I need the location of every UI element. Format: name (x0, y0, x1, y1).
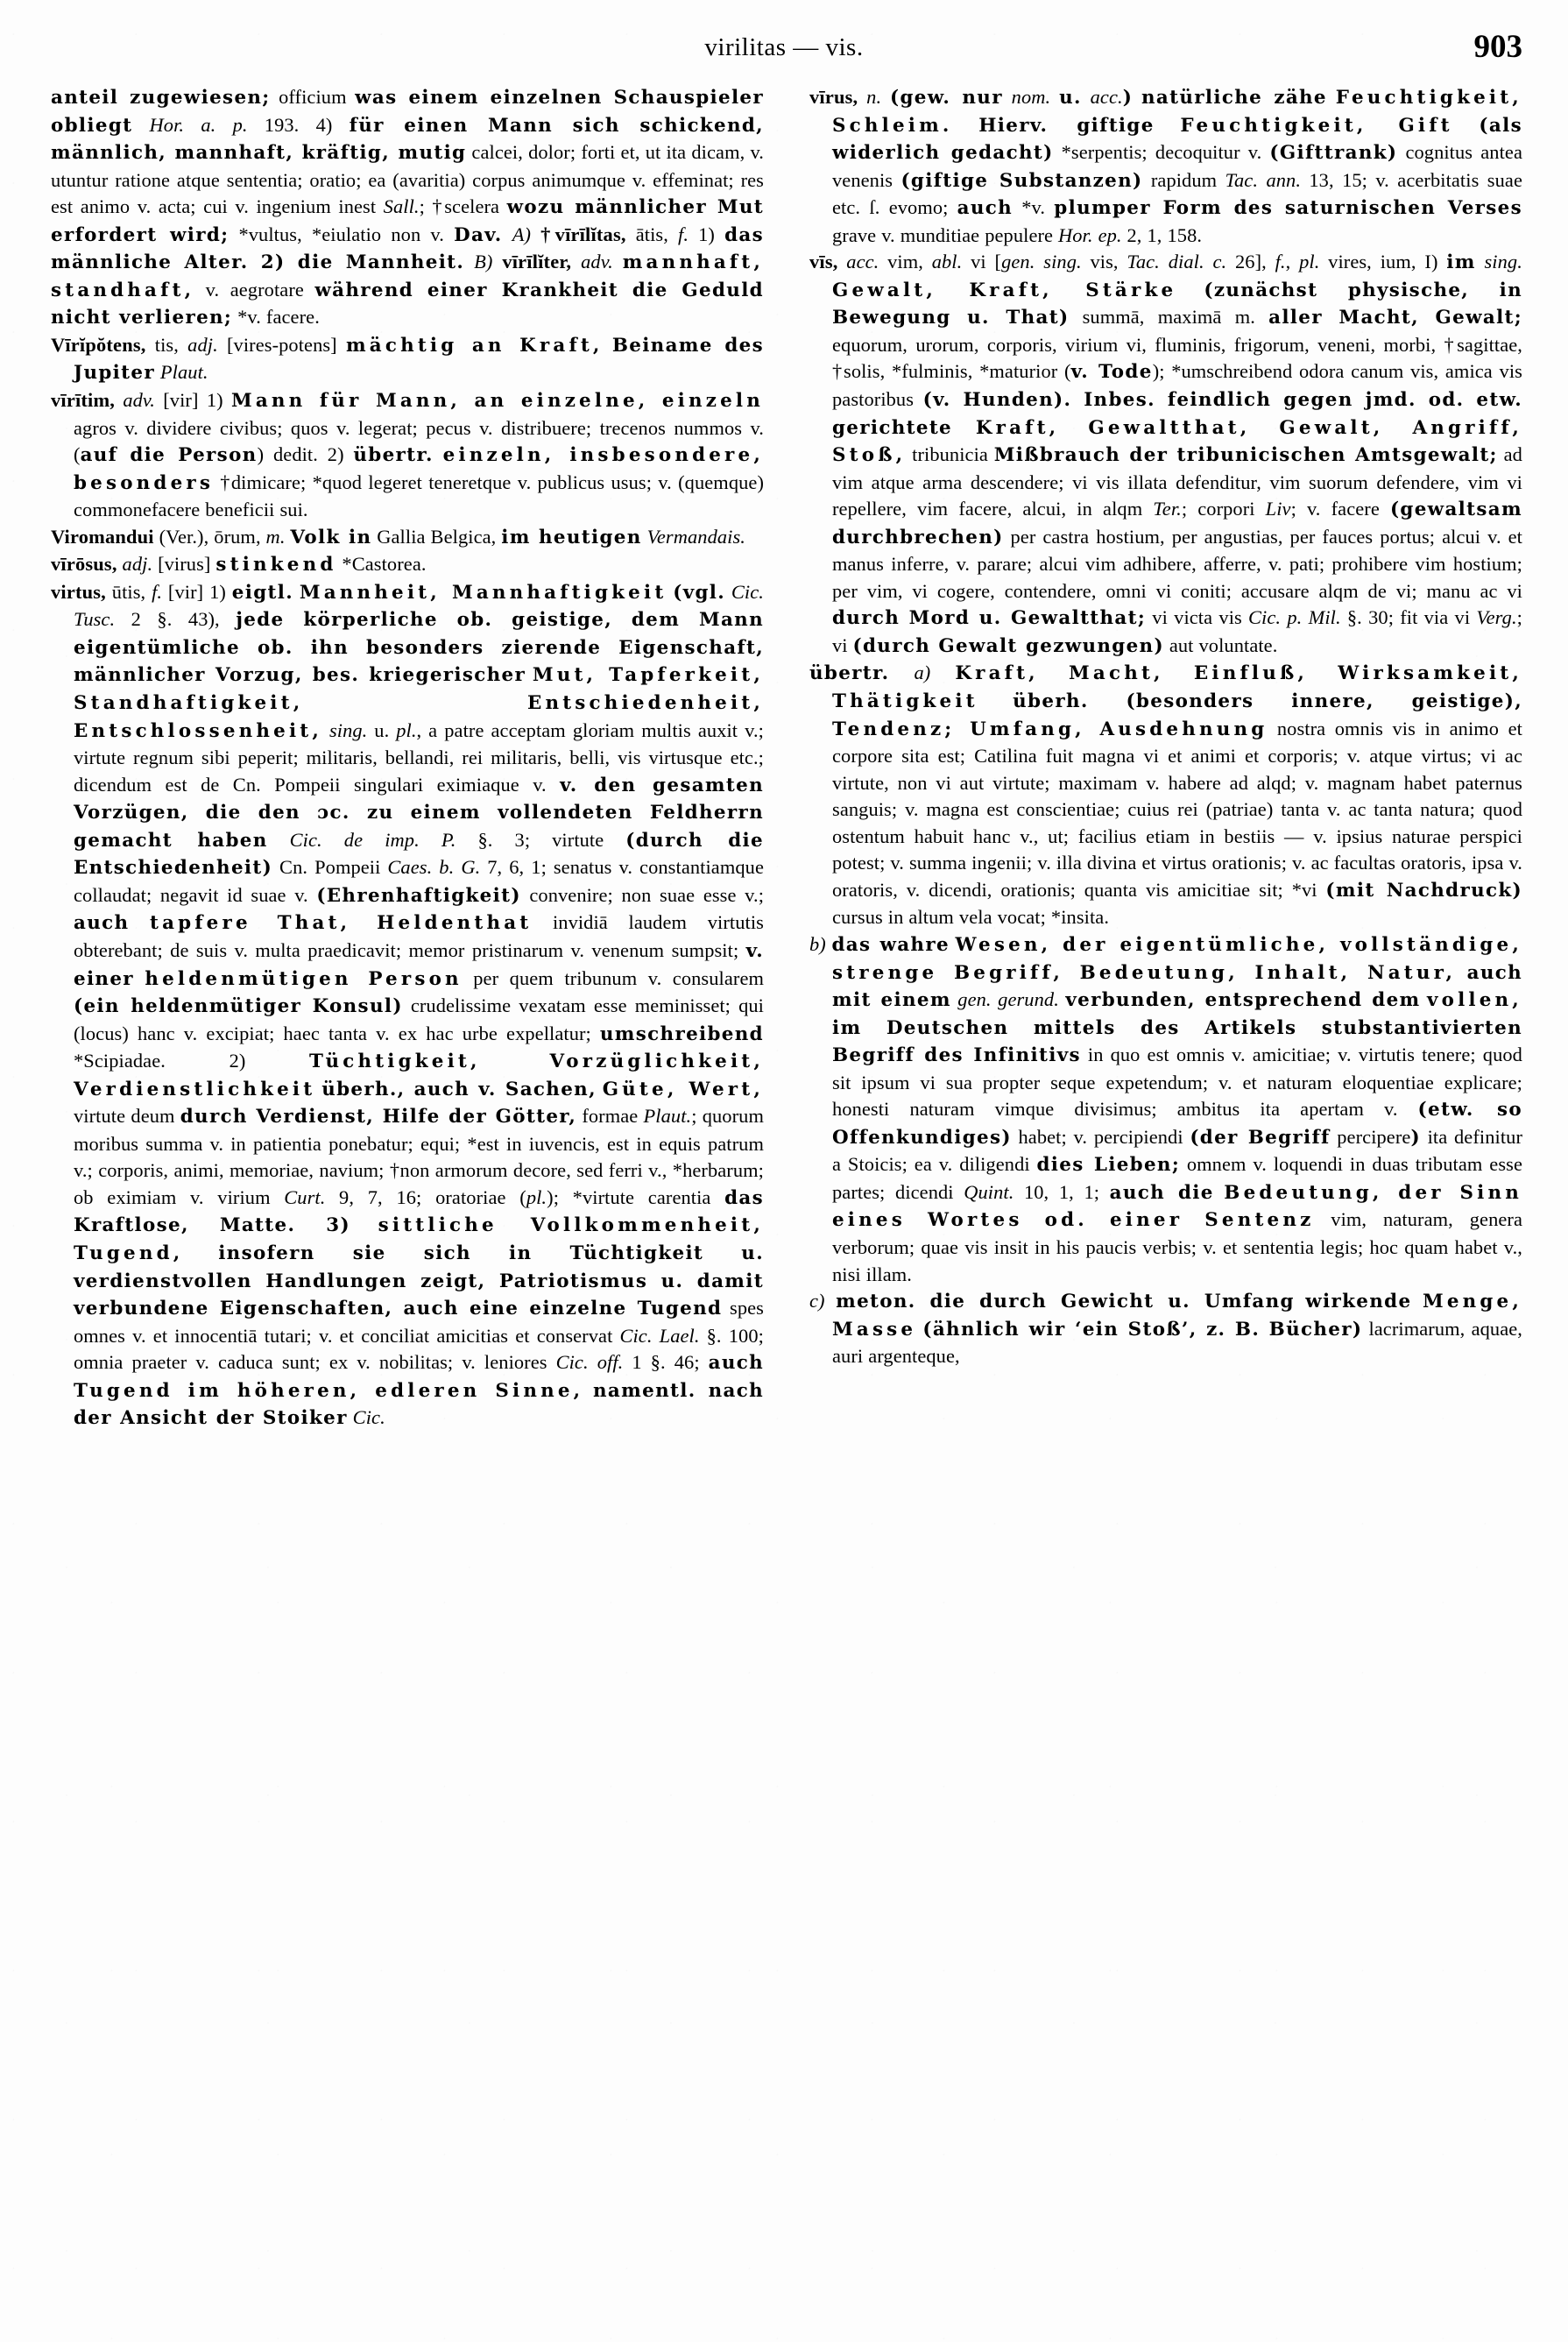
sense-letter: A) (512, 223, 532, 245)
german-gloss: (der Begriff (1190, 1126, 1331, 1149)
german-gloss: auch (708, 1352, 765, 1375)
latin-text: crudelissime vexatam esse meminisset; qui (locus) hanc v. excipiat; haec tanta v. ex hac urbe expellatur; (74, 994, 765, 1044)
german-gloss-spaced: sittliche Vollkommenheit, Tugend, (74, 1214, 764, 1264)
german-gloss: überh., auch v. Sachen, (321, 1078, 597, 1100)
headword: vīrītim, (51, 389, 116, 412)
latin-text: vi victa vis (1152, 606, 1242, 629)
german-gloss: umschreibend (599, 1022, 764, 1045)
variant: (Ver.), ōrum, (159, 525, 261, 548)
citation-ref: Curt. (284, 1185, 326, 1208)
citation-ref: Tac. dial. c. (1127, 251, 1227, 273)
german-gloss-spaced: Tugend im höheren, edleren Sinne, (74, 1379, 584, 1402)
part-of-speech: adv. (581, 251, 613, 273)
gender: f. (678, 223, 689, 245)
german-gloss: auch mit einem (832, 961, 1523, 1012)
entry-vis (809, 249, 1522, 660)
sense-letter: b) (809, 932, 826, 955)
german-gloss: (vgl. (673, 581, 726, 604)
german-gloss: auch die (1109, 1181, 1214, 1204)
latin-text: spes omnes v. et innocentiā tutari; v. et conciliat amicitias et conservat (74, 1297, 764, 1347)
german-gloss-spaced: Tüchtigkeit, Vorzüglichkeit, Verdienstlichkeit (74, 1051, 765, 1100)
german-gloss-spaced: Feuchtigkeit, Gift (1180, 114, 1453, 137)
headword: virtus, (51, 580, 106, 603)
german-gloss-spaced: Kraft, Macht, Einfluß, Wirksamkeit, Thätigkeit (832, 662, 1522, 713)
latin-text: ) dedit. 2) (257, 443, 344, 466)
punct: , (416, 718, 422, 741)
etymology: [vires-potens] (226, 333, 337, 356)
latin-text: senatus v. constantiamque collaudat; negavit id suae v. (74, 856, 764, 906)
citation-ref: Caes. b. G. (387, 856, 481, 879)
latin-text: omnia praeter v. caduca sunt; ex v. nobilitas; v. leniores (74, 1351, 547, 1374)
page-number: 903 (1473, 29, 1522, 65)
german-gloss: (durch die Entschiedenheit) (74, 829, 764, 880)
citation-ref: Verg. (1476, 606, 1517, 629)
citation-ref: Quint. (964, 1180, 1014, 1203)
german-gloss: jede körperliche ob. geistige, dem Mann eigentümliche ob. ihn besonders zierende Eigenschaft, männlicher Vorzug, bes. kriegerischer (74, 609, 764, 687)
sense-letter: B) (474, 251, 493, 273)
citation-ref: Cic. p. Mil. (1248, 606, 1341, 629)
grammar-note: ) (1122, 87, 1134, 109)
german-gloss: dies Lieben; (1036, 1154, 1181, 1177)
latin-text: vis, (1090, 251, 1119, 273)
german-gloss-spaced: Mut, Tapferkeit, Standhaftigkeit, Entschiedenheit, Entschlossenheit, (74, 664, 764, 742)
citation-ref: Cic. off. (555, 1351, 624, 1374)
part-of-speech: adv. (123, 389, 156, 412)
grammar-note: nom. (1011, 86, 1051, 108)
german-gloss-spaced: Mann für Mann, an einzelne, einzeln (230, 390, 764, 413)
text-columns (51, 84, 1522, 2301)
gender: f. (1275, 251, 1286, 273)
citation-ref: Plaut. (643, 1105, 692, 1128)
entry-virtus (51, 579, 764, 1433)
german-gloss-spaced: Wesen, der eigentümliche, vollständige, strenge Begriff, Bedeutung, Inhalt, Natur, (832, 933, 1522, 984)
latin-text: ); (547, 1185, 560, 1208)
latin-text: ad vim atque arma descendere; vi vis illata defenditur, vim suorum defendere, vim vi repellere, vim facere, alcui, in alqm (832, 443, 1522, 520)
punct: ; (1181, 498, 1188, 520)
german-gloss-spaced: einzeln, insbesondere, besonders (74, 444, 764, 494)
etymology: [vir] 1) (163, 389, 223, 412)
german-gloss: im (1446, 251, 1476, 274)
sense-letter: c) (809, 1290, 825, 1313)
place-name: Vermandais. (646, 525, 745, 548)
german-gloss: für einen Mann sich schickend, männlich, mannhaft, kräftig, mutig (51, 114, 764, 165)
latin-text: u. (374, 718, 390, 741)
entry-viripotens (51, 332, 764, 387)
grammar-note: acc. (846, 251, 879, 273)
latin-text: omnem v. loquendi in duas tributam esse partes; dicendi (832, 1153, 1522, 1203)
latin-text: ); (1152, 360, 1165, 383)
german-gloss-spaced: Kraft, Gewaltthat, Gewalt, Angriff, Stoß, (832, 416, 1522, 467)
sense-marker: übertr. (809, 662, 890, 685)
citation-ref: Ter. (1153, 498, 1182, 520)
latin-text: *v. (1021, 196, 1046, 219)
latin-text: *Scipiadae. 2) (74, 1050, 246, 1072)
punct: ; (419, 195, 425, 218)
citation-num: 193. 4) (264, 113, 333, 136)
right-column (809, 84, 1522, 2301)
latin-text: †dimicare; *quod legeret teneretque v. publicus usus; v. (quemque) commonefacere beneficii sui. (74, 471, 765, 521)
latin-text: vi (832, 633, 848, 656)
german-gloss: was einem einzelnen Schauspieler obliegt (51, 87, 765, 137)
latin-text: *umschreibend odora canum vis, amica vis pastoribus (832, 360, 1522, 411)
german-gloss: (ein heldenmütiger Konsul) (74, 995, 403, 1018)
latin-text: aut voluntate. (1169, 633, 1278, 656)
latin-text: nostra omnis vis in animo et corpore sita est; Catilina fuit magna vi et animi et corporis; v. atque virtus; vi ac virtute, non vi aut virtute; maximam v. habere ad alqd; v. magnam habet paternus sanguis; v. magna est conscientiae; cuius rei (patriae) tanta v. ac tanta natura; quod ostentum habuit hanc v., ut; facilius etiam in bestiis — v. ipsius naturae perspici potest; v. summa ingenii; v. illa divina et virtus orationis; v. ac facultas oratoris, ipsa v. oratoris, v. dicendi, orationis; quanta vis amicitiae sit; *vi (832, 717, 1523, 901)
latin-text: virtute deum (74, 1105, 175, 1128)
german-gloss: durch Verdienst, Hilfe der Götter, (180, 1106, 577, 1129)
latin-text: calcei, dolor; forti et, ut ita dicam, v. utuntur ratione atque sententia; oratio; ea (avaritia) corpus animumque v. effeminat; res est animo v. acta; cui v. ingenium inest (51, 141, 764, 218)
headword: Viromandui (51, 525, 154, 548)
citation-ref: Cic. Lael. (619, 1324, 700, 1347)
citation-num: 13, 15; (1309, 168, 1367, 191)
german-gloss: eigtl. (231, 581, 294, 604)
citation-num: 9, 7, 16; oratoriae ( (339, 1185, 526, 1208)
german-gloss-spaced: Feuchtigkeit, Schleim. (832, 87, 1522, 137)
citation-ref: Cic. (352, 1406, 385, 1429)
latin-text: invidiā laudem virtutis obterebant; de suis v. multa praedicavit; memor pristinarum v. venenum sumpsit; (74, 911, 764, 961)
latin-text: quorum moribus summa v. in patientia ponebatur; equi; *est in iuvencis, est in equis patrum v.; corporis, animi, memoriae, navium; †non armorum decore, sed ferri v., *herbarum; ob eximiam v. virium (74, 1105, 764, 1208)
german-gloss: im Deutschen mittels des Artikels stubstantivierten Begriff des Infinitivs (832, 1016, 1522, 1067)
german-gloss-spaced: Tendenz; Umfang, Ausdehnung (832, 718, 1268, 740)
latin-text: *v. facere. (237, 306, 320, 329)
german-gloss: ) (1410, 1126, 1421, 1149)
german-gloss: das Kraftlose, Matte. 3) (74, 1186, 765, 1237)
german-gloss: (zunächst physische, in Bewegung u. That) (832, 279, 1523, 329)
latin-text: v. acerbitatis suae etc. ſ. evomo; (832, 168, 1522, 219)
german-gloss: Volk in (290, 526, 372, 548)
german-gloss: plumper Form des saturnischen Verses (1054, 197, 1523, 220)
grammar-note: acc. (1090, 86, 1123, 108)
gender: n. (866, 86, 882, 108)
latin-text: fit via vi (1400, 606, 1471, 629)
entry-vis-c (809, 1288, 1522, 1370)
german-gloss: (Gifttrank) (1269, 142, 1398, 165)
source-abbrev: Dav. (454, 223, 503, 246)
grammar-note: pl. (1299, 251, 1320, 273)
gender: m. (265, 525, 286, 548)
german-gloss: während einer Krankheit die Geduld nicht verlieren; (51, 279, 764, 329)
german-gloss: Beiname des Jupiter (74, 334, 764, 385)
running-head-title: virilitas — vis. (704, 33, 864, 61)
entry-viritim (51, 387, 764, 524)
latin-text: lacrimarum, aquae, auri argenteque, (832, 1317, 1522, 1368)
german-gloss: (giftige Substanzen) (901, 169, 1143, 192)
german-gloss: meton. die durch Gewicht u. Umfang (836, 1291, 1295, 1313)
latin-text: rapidum (1150, 168, 1218, 191)
grammar-note: sing. (328, 718, 368, 741)
latin-text: officium (279, 86, 347, 108)
latin-text: *virtute carentia (572, 1185, 711, 1208)
sub-headword: vīrīlĭter, (502, 251, 572, 273)
latin-text: a patre acceptam gloriam multis auxit v.; virtute regnum sibi peperit; militaris, bellandi, rei militaris, belli, vis virtusque etc.; dicendum est de Cn. Pompeii singulari eximiaque v. (74, 718, 764, 796)
german-gloss: auf die Person (80, 444, 258, 467)
german-gloss: (mit Nachdruck) (1325, 879, 1522, 902)
german-gloss: anteil zugewiesen; (51, 87, 271, 109)
citation-ref: Tac. ann. (1225, 168, 1302, 191)
citation-ref: Cic. de imp. P. (289, 828, 456, 851)
german-gloss: (v. Hunden). Inbes. feindlich gegen jmd. od. etw. gerichtete (832, 389, 1523, 439)
latin-text: v. facere (1306, 498, 1380, 520)
headword: vīrōsus, (51, 553, 117, 576)
german-gloss: wozu männlicher Mut erfordert wird; (51, 196, 765, 246)
german-gloss: (Ehrenhaftigkeit) (316, 884, 521, 907)
german-gloss: im heutigen (501, 526, 642, 548)
latin-text: per quem tribunum v. consularem (473, 966, 765, 989)
citation-num: §. 3; (477, 828, 531, 851)
citation-ref: Hor. ep. (1057, 223, 1122, 246)
german-gloss: auch (74, 912, 130, 935)
german-gloss-spaced: mächtig an Kraft, (345, 334, 604, 357)
german-gloss-spaced: stinkend (215, 554, 337, 577)
german-gloss: Hierv. giftige (978, 114, 1155, 137)
sub-headword: †vīrīlĭtas, (540, 223, 626, 245)
latin-text: vim, naturam, genera verborum; quae vis insit in his paucis verbis; v. et sententia legis; hoc quam habet v., nisi illam. (832, 1208, 1523, 1285)
grammar-note: pl. (526, 1185, 547, 1208)
german-gloss-spaced: mannhaft, standhaft, (51, 251, 765, 301)
german-gloss-spaced: Güte, Wert, (602, 1078, 765, 1100)
grammar-note: (gew. nur (890, 87, 1003, 109)
part-of-speech: adj. (122, 553, 153, 576)
grammar-note: abl. (931, 251, 963, 273)
headword: vīrus, (809, 86, 858, 108)
german-gloss: v. einer (74, 939, 764, 990)
entry-virilis-continuation (51, 84, 764, 332)
german-gloss-spaced: vollen, (1427, 989, 1522, 1012)
headword: vīs, (809, 251, 838, 273)
headword: Vīrĭpŏtens, (51, 333, 146, 356)
german-gloss-spaced: heldenmütigen Person (145, 967, 463, 990)
german-gloss: durch Mord u. Gewaltthat; (832, 607, 1147, 630)
latin-text: formae (582, 1105, 639, 1128)
etymology: [virus] (158, 553, 211, 576)
citation-num: §. 100; (706, 1324, 764, 1347)
grammar-note: gen. gerund. (957, 988, 1059, 1011)
citation-num: 2 §. 43), (131, 608, 220, 631)
sense-letter: a) (914, 662, 931, 684)
latin-text: †scelera (432, 195, 500, 218)
latin-text: equorum, urorum, corporis, virium vi, fluminis, frigorum, veneni, morbi, †sagittae, †solis, *fulminis, *maturior ( (832, 333, 1522, 383)
latin-text: vires, ium, I) (1328, 251, 1438, 273)
latin-text: *Castorea. (342, 553, 427, 576)
grammar-note: u. (1059, 87, 1082, 109)
latin-text: cognitus antea venenis (832, 141, 1522, 191)
latin-text: convenire; non suae esse v.; (529, 883, 765, 906)
german-gloss: überh. (besonders innere, geistige), (1013, 690, 1522, 713)
punct: ; (691, 1105, 697, 1128)
entry-virosus (51, 551, 764, 579)
inflection: ātis, (635, 223, 668, 245)
latin-text: *serpentis; decoquitur v. (1061, 141, 1262, 164)
latin-text: agros v. dividere civibus; quos v. legerat; pecus v. distribuere; trecenos nummos v. ( (74, 416, 764, 466)
grammar-note: sing. (1484, 251, 1522, 273)
latin-text: *vultus, *eiulatio non v. (238, 223, 444, 245)
grammar-note: gen. sing. (1001, 251, 1082, 273)
latin-text: virtute (552, 828, 604, 851)
sense-num: 1) (698, 223, 715, 245)
latin-text: grave v. munditiae pepulere (832, 223, 1054, 246)
german-gloss-spaced: tapfere That, Heldenthat (149, 912, 533, 935)
german-gloss-spaced: Bedeutung, der Sinn eines Wortes od. einer Sentenz (832, 1181, 1522, 1232)
running-head (0, 29, 1568, 74)
part-of-speech: adj. (187, 333, 218, 356)
citation-ref: Plaut. (159, 361, 208, 384)
citation-num: 7, 6, 1; (487, 856, 547, 879)
latin-text: corpori (1197, 498, 1255, 520)
latin-text: per castra hostium, per angustias, per fauces portus; alcui v. et manus inferre, v. parare; alcui vim adhibere, afferre, v. pati; prohibere vim hostium; per vim, vi cogere, contendere, omni vi coniti; accusare alqm de vi; manu ac vi (832, 525, 1522, 602)
latin-text: v. aegrotare (205, 278, 304, 301)
citation-num: 10, 1, 1; (1023, 1180, 1100, 1203)
german-gloss: (gewaltsam durchbrechen) (832, 499, 1522, 548)
punct: , (1285, 251, 1291, 273)
latin-text: habet; v. percipiendi (1018, 1125, 1183, 1148)
german-gloss: übertr. (353, 444, 434, 467)
citation-ref: Cic. Tusc. (74, 580, 764, 631)
citation-num: §. 30; (1346, 606, 1395, 629)
german-gloss: (ähnlich wir ‘ein Stoß’, z. B. Bücher) (922, 1318, 1363, 1341)
german-gloss: verbunden, entsprechend dem (1065, 989, 1421, 1012)
latin-text: vim, (887, 251, 923, 273)
left-column (51, 84, 764, 2301)
punct: ; (1516, 606, 1522, 629)
german-gloss: Mißbrauch der tribunicischen Amtsgewalt; (993, 444, 1498, 467)
german-gloss: v. den gesamten Vorzügen, die den ɔc. zu einem vollendeten Feldherrn gemacht haben (74, 774, 765, 852)
citation-num: 2, 1, 158. (1127, 223, 1203, 246)
citation-ref: Liv (1265, 498, 1291, 520)
latin-text: ita definitur a Stoicis; ea v. diligendi (832, 1125, 1523, 1176)
german-gloss: (durch Gewalt gezwungen) (852, 634, 1164, 657)
citation-num: 26], (1234, 251, 1267, 273)
entry-vis-uebertr (809, 660, 1522, 930)
german-gloss: natürliche zähe (1141, 87, 1327, 109)
latin-text: cursus in altum vela vocat; *insita. (832, 906, 1110, 929)
german-gloss: namentl. nach der Ansicht der Stoiker (74, 1379, 764, 1430)
gender: f. (152, 580, 163, 603)
latin-text: vi [ (971, 251, 1002, 273)
german-gloss-spaced: Mannheit, Mannhaftigkeit (299, 581, 667, 604)
german-gloss: aller Macht, Gewalt; (1268, 307, 1523, 329)
punct: ; (1290, 498, 1296, 520)
latin-text: tribunicia (912, 443, 988, 466)
inflection: tis, (154, 333, 179, 356)
grammar-note: pl. (396, 718, 417, 741)
etymology: [vir] 1) (167, 580, 226, 603)
entry-vis-b (809, 931, 1522, 1288)
inflection: ūtis, (111, 580, 146, 603)
german-gloss: das männliche Alter. 2) die Mannheit. (51, 223, 764, 274)
citation-num: 1 §. 46; (632, 1351, 700, 1374)
german-gloss: (als widerlich gedacht) (832, 114, 1522, 165)
german-gloss-spaced: Gewalt, Kraft, Stärke (832, 279, 1177, 301)
latin-text: Cn. Pompeii (279, 856, 381, 879)
latin-text: in quo est omnis v. amicitiae; v. virtutis tenere; quod sit ipsum vi sua propter seque expetendum; v. et naturam eloquentiae explicare; honesti naturam vimque divisimus; ambitus ita apertam v. (832, 1044, 1522, 1121)
latin-text: percipere (1337, 1125, 1411, 1148)
entry-virus (809, 84, 1522, 249)
german-gloss: auch (957, 197, 1014, 220)
german-gloss: wirkende (1305, 1291, 1412, 1313)
german-gloss-spaced: Menge, Masse (832, 1291, 1522, 1341)
german-gloss: (etw. so Offenkundiges) (832, 1099, 1522, 1149)
citation-ref: Sall. (383, 195, 420, 218)
german-gloss: v. Tode (1070, 361, 1153, 384)
german-gloss: das wahre (831, 933, 950, 956)
citation-ref: Hor. a. p. (149, 113, 248, 136)
german-gloss: insofern sie sich in Tüchtigkeit u. verdienstvollen Handlungen zeigt, Patriotismus u. damit verbundene Eigenschaften, auch eine einzelne Tugend (74, 1242, 764, 1320)
entry-viromandui (51, 524, 764, 552)
latin-text: Gallia Belgica, (377, 525, 497, 548)
latin-text: summā, maximā m. (1082, 306, 1255, 329)
